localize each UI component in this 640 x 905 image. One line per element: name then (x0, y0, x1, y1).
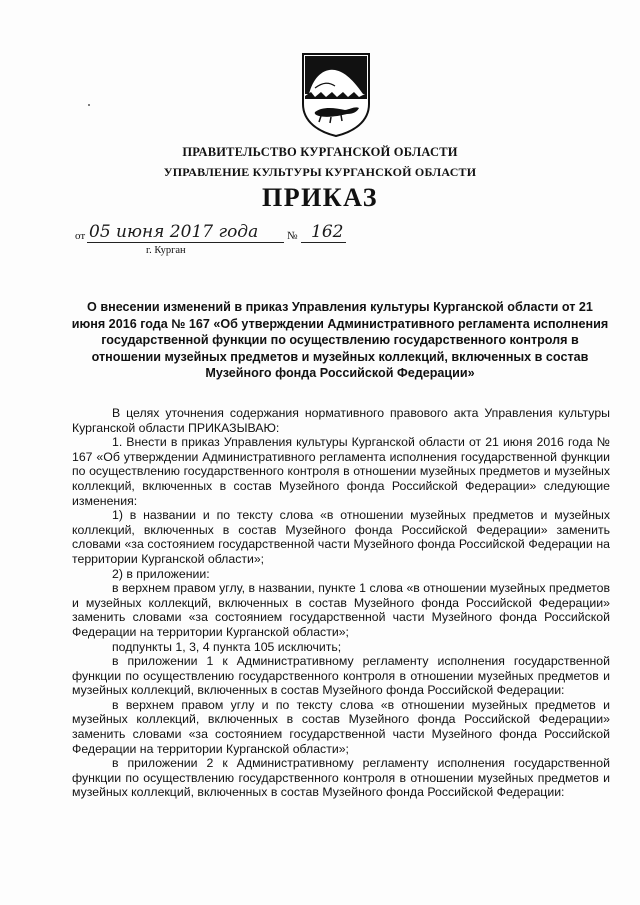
paragraph: 1) в названии и по тексту слова «в отношении музейных предметов и музейных коллекций, включенных в состав Музейного фонда Российской Федерации» заменить словами «за состоянием государственной части Музейного фонда Российской Федерации на территории Курганской области»; (72, 508, 610, 566)
paragraph: в приложении 2 к Административному регламенту исполнения государственной функции по осуществлению государственного контроля в отношении музейных предметов и музейных коллекций, включенных в состав Музейного фонда Российской Федерации: (72, 756, 610, 800)
kurgan-region-coat-of-arms-icon (301, 52, 371, 137)
paragraph: В целях уточнения содержания нормативного правового акта Управления культуры Курганской области ПРИКАЗЫВАЮ: (72, 406, 610, 435)
paragraph: подпункты 1, 3, 4 пункта 105 исключить; (112, 639, 342, 654)
org-line-department: УПРАВЛЕНИЕ КУЛЬТУРЫ КУРГАНСКОЙ ОБЛАСТИ (163, 165, 477, 179)
doc-type-title: ПРИКАЗ (261, 183, 379, 212)
order-body (72, 406, 610, 800)
city-label: г. Курган (146, 245, 186, 256)
paragraph: в верхнем правом углу, в названии, пункте 1 слова «в отношении музейных предметов и музейных коллекций, включенных в состав Музейного фонда Российской Федерации» заменить словами «за состоянием государственной части Музейного фонда Российской Федерации на территории Курганской области»; (72, 581, 610, 639)
org-line-government: ПРАВИТЕЛЬСТВО КУРГАНСКОЙ ОБЛАСТИ (182, 145, 458, 159)
order-title: О внесении изменений в приказ Управления культуры Курганской области от 21 июня 2016 года № 167 «Об утверждении Административного регламента исполнения государственной функции по осуществлению государственного контроля в отношении музейных предметов и музейных коллекций, включенных в состав Музейного фонда Российской Федерации» (71, 300, 609, 380)
scan-speck (88, 104, 90, 106)
date-underline (87, 242, 284, 243)
handwritten-date: 05 июня 2017 года (89, 222, 259, 242)
handwritten-number: 162 (311, 222, 344, 242)
number-label: № (287, 230, 298, 242)
number-underline (301, 242, 346, 243)
paragraph: 2) в приложении: (112, 566, 210, 581)
paragraph: в приложении 1 к Административному регламенту исполнения государственной функции по осуществлению государственного контроля в отношении музейных предметов и музейных коллекций, включенных в состав Музейного фонда Российской Федерации: (72, 654, 610, 698)
paragraph: в верхнем правом углу и по тексту слова «в отношении музейных предметов и музейных коллекций, включенных в состав Музейного фонда Российской Федерации» заменить словами «за состоянием государственной части Музейного фонда Российской Федерации на территории Курганской области»; (72, 697, 610, 756)
paragraph: 1. Внести в приказ Управления культуры Курганской области от 21 июня 2016 года № 167 «Об утверждении Административного регламента исполнения государственной функции по осуществлению государственного контроля в отношении музейных предметов и музейных коллекций, включенных в состав Музейного фонда Российской Федерации» следующие изменения: (72, 435, 610, 508)
date-prefix-label: от (75, 230, 86, 242)
